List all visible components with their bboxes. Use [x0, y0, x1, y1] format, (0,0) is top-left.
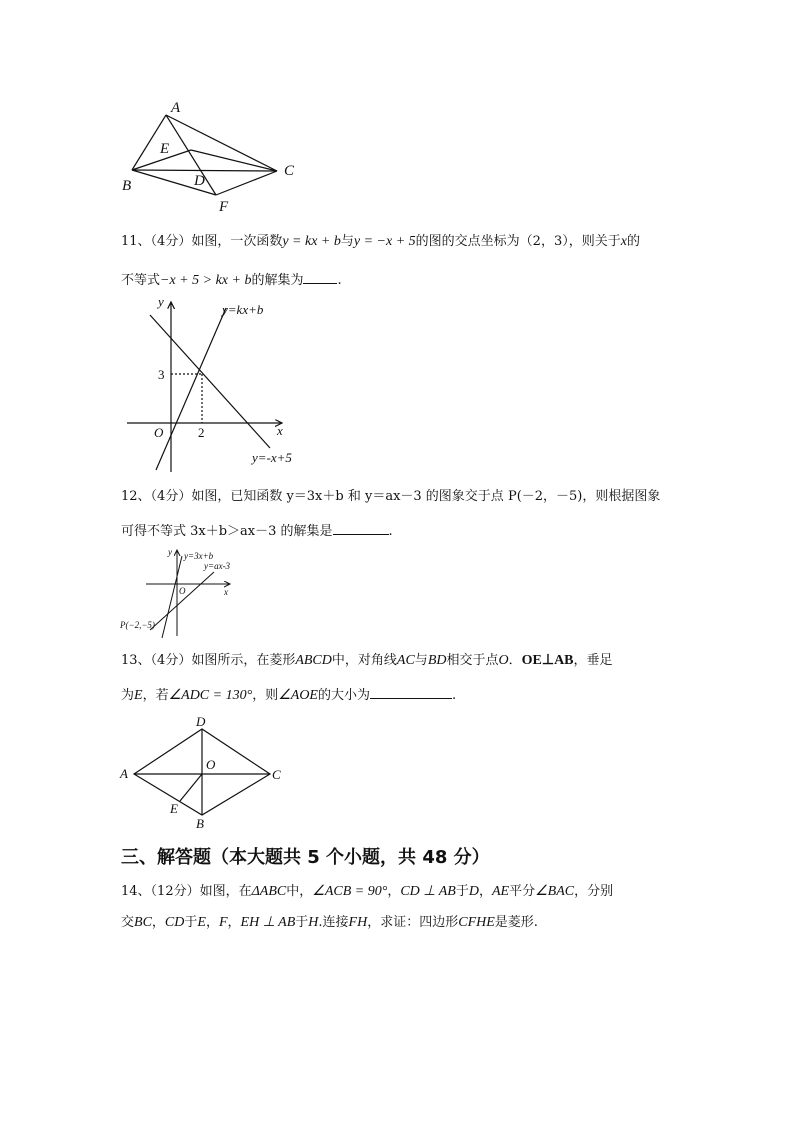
q11-text-tail: 的: [626, 234, 640, 249]
line-y-kx-b: [156, 308, 226, 470]
label-d: D: [194, 173, 205, 189]
q11-graph: [122, 290, 307, 480]
q14-l2-text8: ，求证：四边形: [367, 915, 459, 930]
q14-d: D: [468, 884, 479, 899]
q12-answer-blank[interactable]: [333, 522, 389, 535]
q13-condition: OE⊥AB: [521, 653, 574, 668]
q14-l2-text5: ，: [227, 915, 241, 930]
axis-label-x: x: [277, 423, 283, 438]
q14-fh: FH: [348, 915, 368, 930]
line-y-neg-x-5: [150, 315, 270, 448]
line-y-ax-3: [150, 572, 214, 630]
q13-bd: BD: [427, 653, 447, 668]
label-a: A: [120, 766, 128, 781]
label-e: E: [160, 141, 170, 157]
q14-line1: [121, 883, 613, 901]
q14-angle-bac: ∠BAC: [535, 884, 575, 899]
q13-text3: 与: [414, 653, 428, 668]
axis-label-y: y: [158, 294, 164, 309]
q11-line1: [121, 233, 640, 251]
segment-fc: [216, 171, 277, 195]
q14-text7: ，分别: [574, 884, 614, 899]
q13-rhombus-figure: [116, 712, 291, 832]
x-tick-2: 2: [198, 425, 205, 440]
q12-text: 12、（4分）如图，已知函数 y＝3x＋b 和 y＝ax－3 的图象交于点 P(－2，－5)，则根据图象: [121, 489, 661, 504]
q11-text-mid: 与: [340, 234, 354, 249]
origin-label: O: [154, 425, 164, 440]
q14-l2-text2: ，: [151, 915, 165, 930]
q11-variable: x: [620, 234, 627, 249]
q13-angle-adc: ∠ADC = 130°: [168, 688, 253, 703]
label-c: C: [272, 767, 281, 782]
q13-end: .: [452, 688, 457, 703]
q11-answer-blank[interactable]: [303, 271, 337, 284]
q13-angle-aoe: ∠AOE: [278, 688, 318, 703]
line-label-ax-3: y=ax-3: [204, 561, 231, 571]
q14-h: H: [308, 915, 319, 930]
q14-l2-text9: 是菱形.: [494, 915, 538, 930]
label-o: O: [206, 757, 216, 772]
q11-function2: y = −x + 5: [353, 234, 416, 249]
line-y-3x-b: [162, 556, 182, 638]
q13-text6: ，垂足: [573, 653, 613, 668]
axis-label-y: y: [168, 547, 172, 557]
q14-cd-perp: CD ⊥ AB: [400, 884, 456, 899]
q11-end: .: [337, 273, 342, 288]
q12-line1: [121, 488, 660, 506]
q14-eh-perp: EH ⊥ AB: [240, 915, 296, 930]
q11-line2: [121, 271, 342, 290]
q14-ae: AE: [492, 884, 510, 899]
segment-bc: [132, 170, 277, 171]
q13-text4: 相交于点: [446, 653, 499, 668]
q13-text: 13、（4分）如图所示，在菱形: [121, 653, 296, 668]
q14-text5: ，: [478, 884, 492, 899]
label-c: C: [284, 163, 295, 179]
q13-text5: ．: [508, 653, 522, 668]
segment-ec: [191, 150, 277, 171]
q14-l2-text3: 于: [184, 915, 198, 930]
origin-label: O: [179, 586, 186, 596]
q14-l2-text6: 于: [295, 915, 309, 930]
q13-text2: 中，对角线: [331, 653, 397, 668]
q14-text: 14、（12分）如图，在: [121, 884, 252, 899]
q13-l2-text: 为: [121, 688, 135, 703]
q13-abcd: ABCD: [295, 653, 332, 668]
q12-line2-text: 可得不等式 3x＋b＞ax－3 的解集是: [121, 524, 333, 539]
q13-line2: [121, 686, 456, 705]
q10-figure: [118, 92, 308, 217]
q11-inequality: −x + 5 > kx + b: [160, 273, 252, 288]
section-heading: 三、解答题（本大题共 5 个小题，共 48 分）: [121, 847, 490, 868]
y-tick-3: 3: [158, 367, 165, 382]
label-b: B: [122, 178, 132, 194]
label-e: E: [170, 801, 178, 816]
q14-text2: 中，: [286, 884, 313, 899]
label-f: F: [219, 199, 229, 215]
q14-line2: [121, 914, 538, 932]
q13-l2-text2: ，若: [142, 688, 169, 703]
q11-text: 11、（4分）如图，一次函数: [121, 234, 283, 249]
segment-ac: [166, 115, 277, 171]
line-label-neg-x-5: y=-x+5: [252, 450, 292, 465]
q13-answer-blank[interactable]: [370, 686, 452, 699]
q11-function1: y = kx + b: [282, 234, 341, 249]
point-p-label: P(−2,−5): [120, 620, 155, 630]
q13-l2-text3: ，则: [252, 688, 279, 703]
q12-line2: [121, 522, 393, 541]
line-label-3x-b: y=3x+b: [184, 551, 214, 561]
segment-oe: [180, 774, 202, 801]
q11-line2-suffix: 的解集为: [251, 273, 304, 288]
q14-text6: 平分: [509, 884, 536, 899]
line-label-kx-b: y=kx+b: [222, 302, 264, 317]
q12-end: .: [388, 524, 393, 539]
q11-text-suffix: 的图的交点坐标为（2，3），则关于: [415, 234, 621, 249]
q14-angle-acb: ∠ACB = 90°: [312, 884, 388, 899]
q14-cfhe: CFHE: [458, 915, 495, 930]
q14-bc: BC: [134, 915, 152, 930]
q12-graph: [118, 544, 253, 640]
q14-text3: ，: [387, 884, 401, 899]
q11-line2-text: 不等式: [121, 273, 161, 288]
q14-triangle: ΔABC: [251, 884, 287, 899]
q13-e: E: [134, 688, 143, 703]
q13-o: O: [498, 653, 509, 668]
q13-ac: AC: [396, 653, 415, 668]
q14-cd: CD: [164, 915, 185, 930]
q14-f: F: [218, 915, 228, 930]
q14-l2-text7: .连接: [318, 915, 349, 930]
label-a: A: [171, 100, 181, 116]
q13-line1: [121, 652, 613, 670]
label-d: D: [196, 714, 206, 729]
q14-l2-text: 交: [121, 915, 135, 930]
q14-text4: 于: [455, 884, 469, 899]
q13-l2-text4: 的大小为: [317, 688, 370, 703]
q14-l2-text4: ，: [205, 915, 219, 930]
axis-label-x: x: [224, 587, 228, 597]
label-b: B: [196, 816, 204, 831]
q14-e: E: [197, 915, 206, 930]
